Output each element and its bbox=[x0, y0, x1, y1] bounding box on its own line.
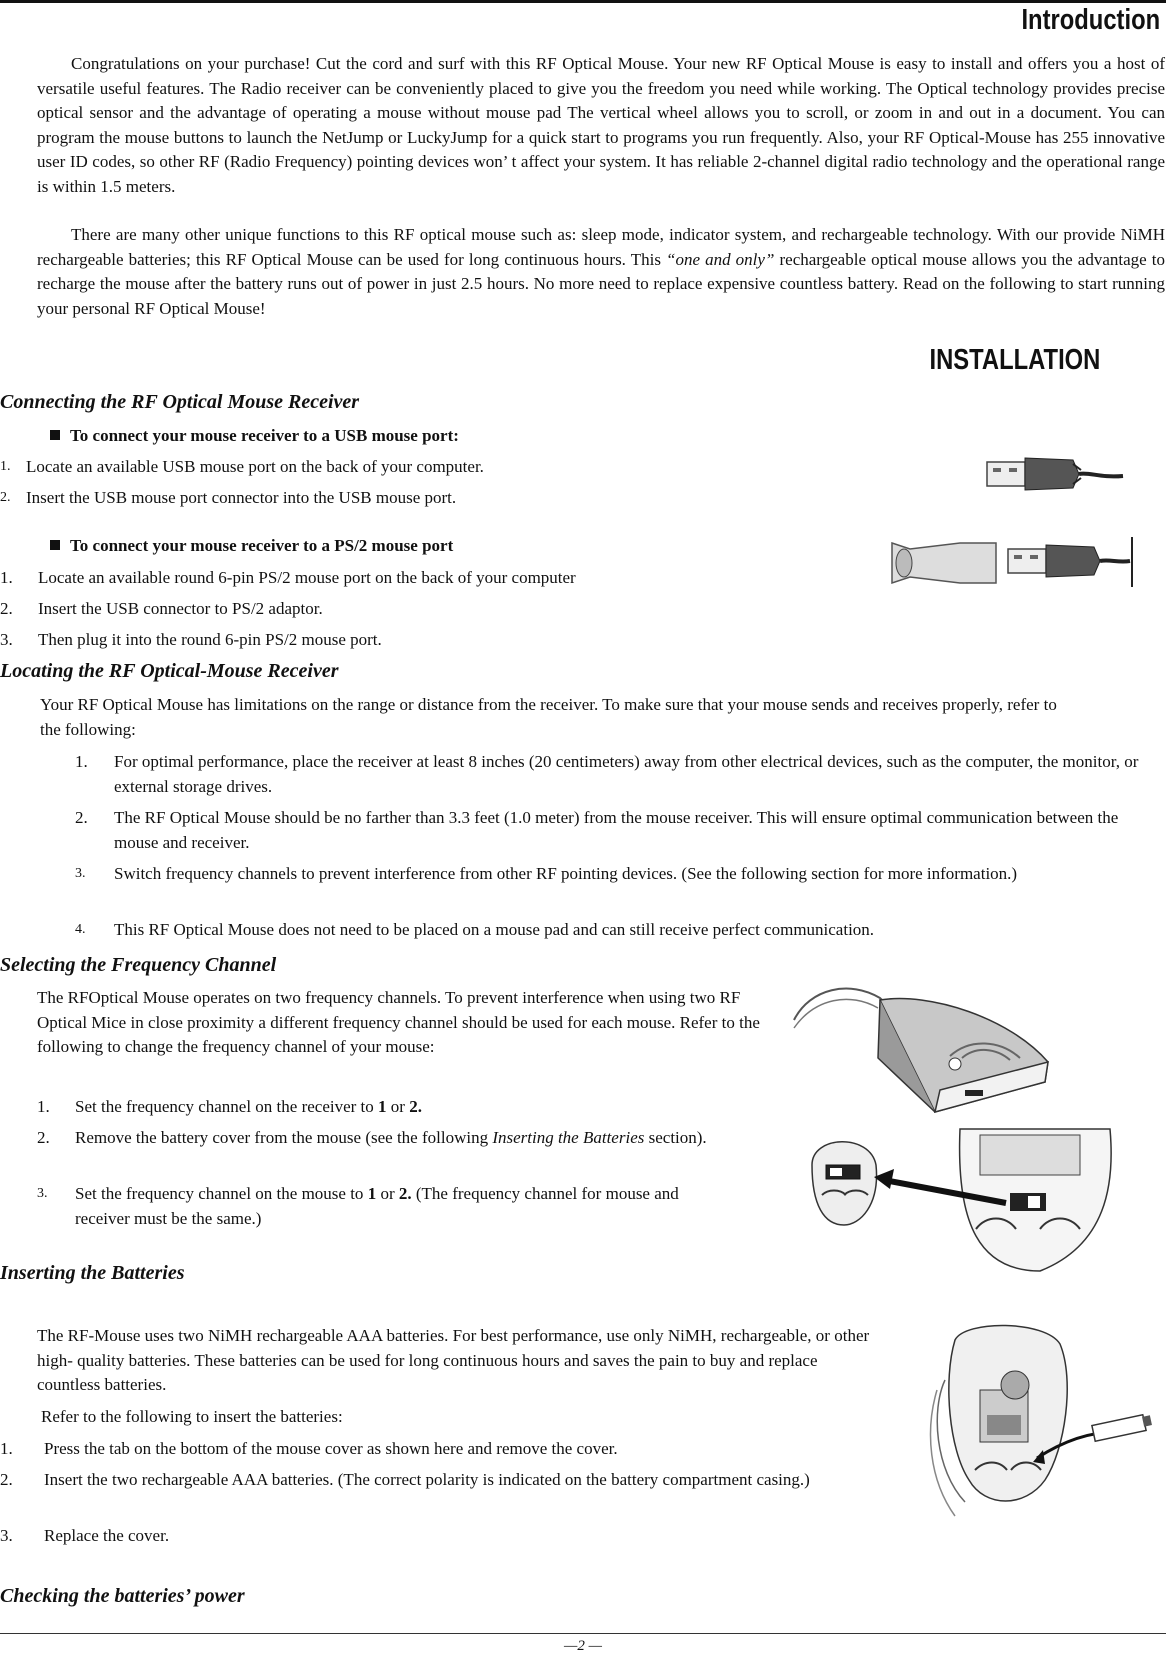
intro-paragraph-1: Congratulations on your purchase! Cut the cord and surf with this RF Optical Mouse. Your new RF Optical Mouse is easy to install and offers you a host of versatile useful features. The Radio receiver can be conveniently placed to give you the freedom you need while working. The Optical technology provides precise optical sensor and the advantage of operating a mouse without mouse pad The vertical wheel allows you to scroll, or zoom in and out in a document. You can program the mouse buttons to launch the NetJump or LuckyJump for a quick start to programs you run frequently. Also, your RF Optical-Mouse has 255 innovative user ID codes, so other RF (Radio Frequency) pointing devices won’ t affect your system. It has reliable 2-channel digital radio technology and the operational range is within 1.5 meters. bbox=[37, 54, 1165, 196]
page-number: —2 — bbox=[0, 1633, 1166, 1659]
one-and-only-emphasis: “one and only” bbox=[666, 249, 775, 269]
locating-section-title: Locating the RF Optical-Mouse Receiver bbox=[0, 660, 339, 682]
list-item: 1. For optimal performance, place the receiver at least 8 inches (20 centimeters) away from other electrical devices, such as the computer, the monitor, or external storage drives. bbox=[75, 752, 1139, 796]
list-item: 3. Replace the cover. bbox=[0, 1526, 170, 1545]
list-item: 1. Press the tab on the bottom of the mouse cover as shown here and remove the cover. bbox=[0, 1439, 618, 1458]
intro-paragraph-2: There are many other unique functions to this RF optical mouse such as: sleep mode, indicator system, and rechargeable technology. With our provide NiMH rechargeable batteries; this RF Optical Mouse can be used for long continuous hours. This “one and only” rechargeable optical mouse allows you the advantage to recharge the mouse after the battery runs out of power in just 2.5 hours. No more need to replace expensive countless battery. Read on the following to start running your personal RF Optical Mouse! bbox=[37, 225, 1165, 318]
frequency-intro: The RFOptical Mouse operates on two frequency channels. To prevent interference when using two RF Optical Mice in close proximity a different frequency channel should be used for each mouse. Refer to the following to change the frequency channel of your mouse: bbox=[37, 988, 760, 1056]
ps2-adapter-illustration bbox=[890, 533, 1135, 589]
battery-insertion-illustration bbox=[925, 1320, 1160, 1520]
top-rule bbox=[0, 0, 1166, 3]
list-item: 3. Switch frequency channels to prevent interference from other RF pointing devices. (See the following section for more information.) bbox=[75, 864, 1018, 883]
batteries-refer: Refer to the following to insert the batteries: bbox=[41, 1407, 343, 1426]
list-item: 1. Set the frequency channel on the receiver to 1 or 2. bbox=[37, 1097, 422, 1116]
ps2-bullet: To connect your mouse receiver to a PS/2 mouse port bbox=[50, 534, 453, 559]
square-bullet-icon bbox=[50, 540, 60, 550]
receiver-illustration bbox=[790, 978, 1070, 1118]
checking-section-title: Checking the batteries’ power bbox=[0, 1585, 245, 1607]
list-item: 4. This RF Optical Mouse does not need to be placed on a mouse pad and can still receive perfect communication. bbox=[75, 920, 875, 939]
installation-heading: INSTALLATION bbox=[929, 344, 1100, 376]
list-item: 2. Remove the battery cover from the mouse (see the following Inserting the Batteries section). bbox=[37, 1128, 707, 1147]
batteries-section-title: Inserting the Batteries bbox=[0, 1262, 185, 1284]
mouse-frequency-switch-illustration bbox=[810, 1125, 1130, 1275]
list-item: 2. The RF Optical Mouse should be no farther than 3.3 feet (1.0 meter) from the mouse receiver. This will ensure optimal communication between the mouse and receiver. bbox=[75, 808, 1119, 852]
batteries-intro: The RF-Mouse uses two NiMH rechargeable AAA batteries. For best performance, use only NiMH, rechargeable, or other high- quality batteries. These batteries can be used for long continuous hours and saves the pain to buy and replace countless batteries. bbox=[37, 1326, 870, 1394]
connecting-section-title: Connecting the RF Optical Mouse Receiver bbox=[0, 391, 360, 413]
frequency-section-title: Selecting the Frequency Channel bbox=[0, 954, 277, 976]
locating-intro: Your RF Optical Mouse has limitations on the range or distance from the receiver. To make sure that your mouse sends and receives properly, refer to the following: bbox=[40, 695, 1057, 739]
usb-connector-illustration bbox=[985, 450, 1125, 500]
usb-bullet: To connect your mouse receiver to a USB mouse port: bbox=[50, 424, 459, 449]
list-item: 2. Insert the two rechargeable AAA batteries. (The correct polarity is indicated on the battery compartment casing.) bbox=[0, 1470, 810, 1489]
intro-heading: Introduction bbox=[1021, 4, 1160, 36]
square-bullet-icon bbox=[50, 430, 60, 440]
list-item: 3. Set the frequency channel on the mouse to 1 or 2. (The frequency channel for mouse and receiver must be the same.) bbox=[37, 1184, 679, 1228]
